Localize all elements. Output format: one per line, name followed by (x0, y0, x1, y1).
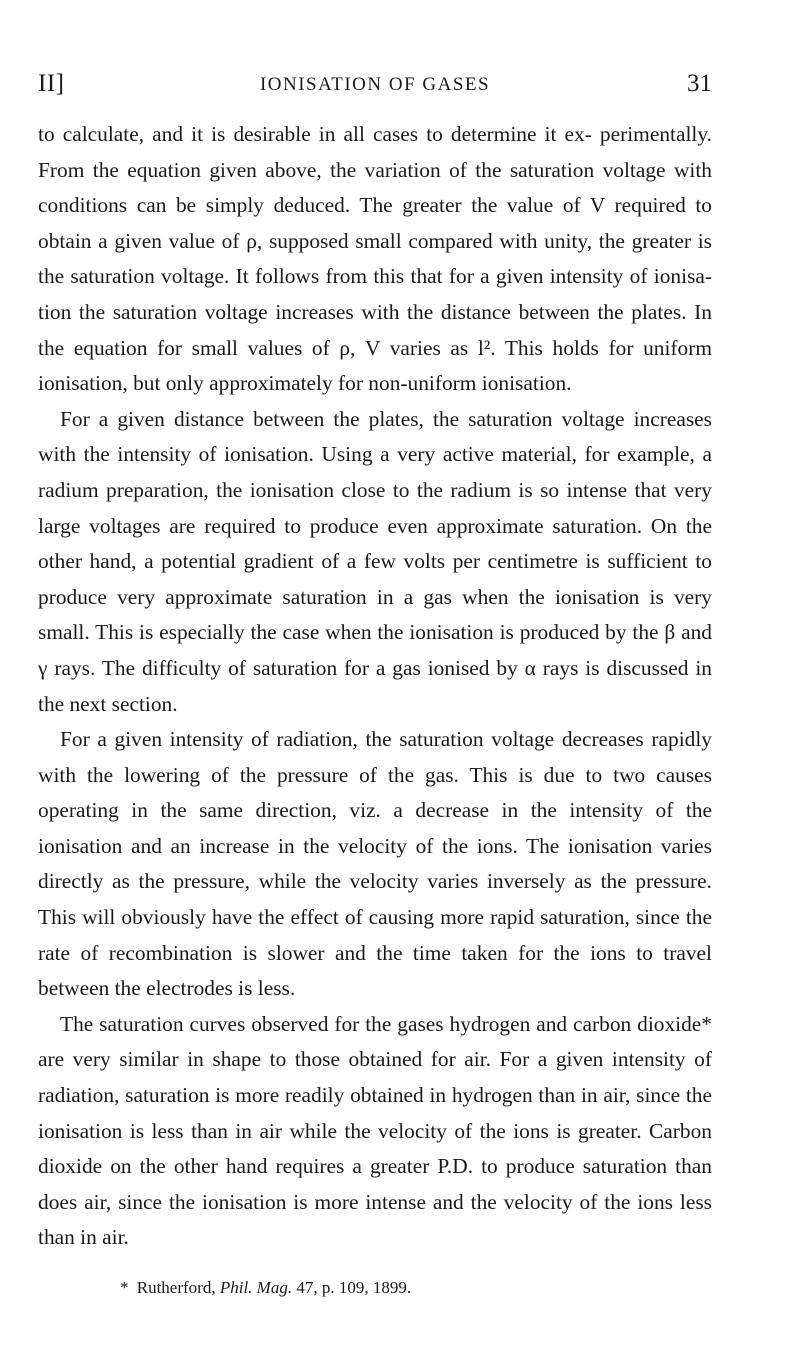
footnote-journal: Phil. Mag. (219, 1278, 293, 1297)
body-text (38, 117, 712, 1256)
footnote-author: Rutherford, (136, 1278, 216, 1297)
footnote (120, 1277, 720, 1299)
running-title: IONISATION OF GASES (259, 74, 491, 95)
paragraph-1: to calculate, and it is desirable in all cases to determine it ex- perimentally. From the equation given above, the variation of the saturation voltage with conditions can be simply deduced. The greater the value of V required to obtain a given value of ρ, supposed small compared with unity, the greater is the saturation voltage. It follows from this that for a given intensity of ionisa- tion the saturation voltage increases with the distance between the plates. In the equation for small values of ρ, V varies as l². This holds for uniform ionisation, but only approximately for non-uniform ionisation. (38, 122, 712, 396)
paragraph-3: For a given intensity of radiation, the saturation voltage decreases rapidly with the lowering of the pressure of the gas. This is due to two causes operating in the same direction, viz. a decrease in the intensity of the ionisation and an increase in the velocity of the ions. The ionisation varies directly as the pressure, while the velocity varies inversely as the pressure. This will obviously have the effect of causing more rapid saturation, since the rate of recombination is slower and the time taken for the ions to travel between the electrodes is less. (38, 727, 712, 1001)
paragraph-4: The saturation curves observed for the gases hydrogen and carbon dioxide* are very similar in shape to those obtained for air. For a given intensity of radiation, saturation is more readily obtained in hydrogen than in air, since the ionisation is less than in air while the velocity of the ions is greater. Carbon dioxide on the other hand requires a greater P.D. to produce saturation than does air, since the ionisation is more intense and the velocity of the ions less than in air. (38, 1011, 712, 1250)
page-header (38, 70, 712, 106)
chapter-number: II] (38, 70, 65, 97)
footnote-mark: * (120, 1278, 129, 1297)
footnote-details: 47, p. 109, 1899. (296, 1278, 412, 1297)
paragraph-2: For a given distance between the plates, the saturation voltage increases with the intensity of ionisation. Using a very active material, for example, a radium preparation, the ionisation close to the radium is so intense that very large voltages are required to produce even approximate saturation. On the other hand, a potential gradient of a few volts per centimetre is sufficient to produce very approximate saturation in a gas when the ionisation is very small. This is especially the case when the ionisation is produced by the β and γ rays. The difficulty of saturation for a gas ionised by α rays is discussed in the next section. (38, 406, 712, 716)
page-number: 31 (687, 70, 712, 97)
